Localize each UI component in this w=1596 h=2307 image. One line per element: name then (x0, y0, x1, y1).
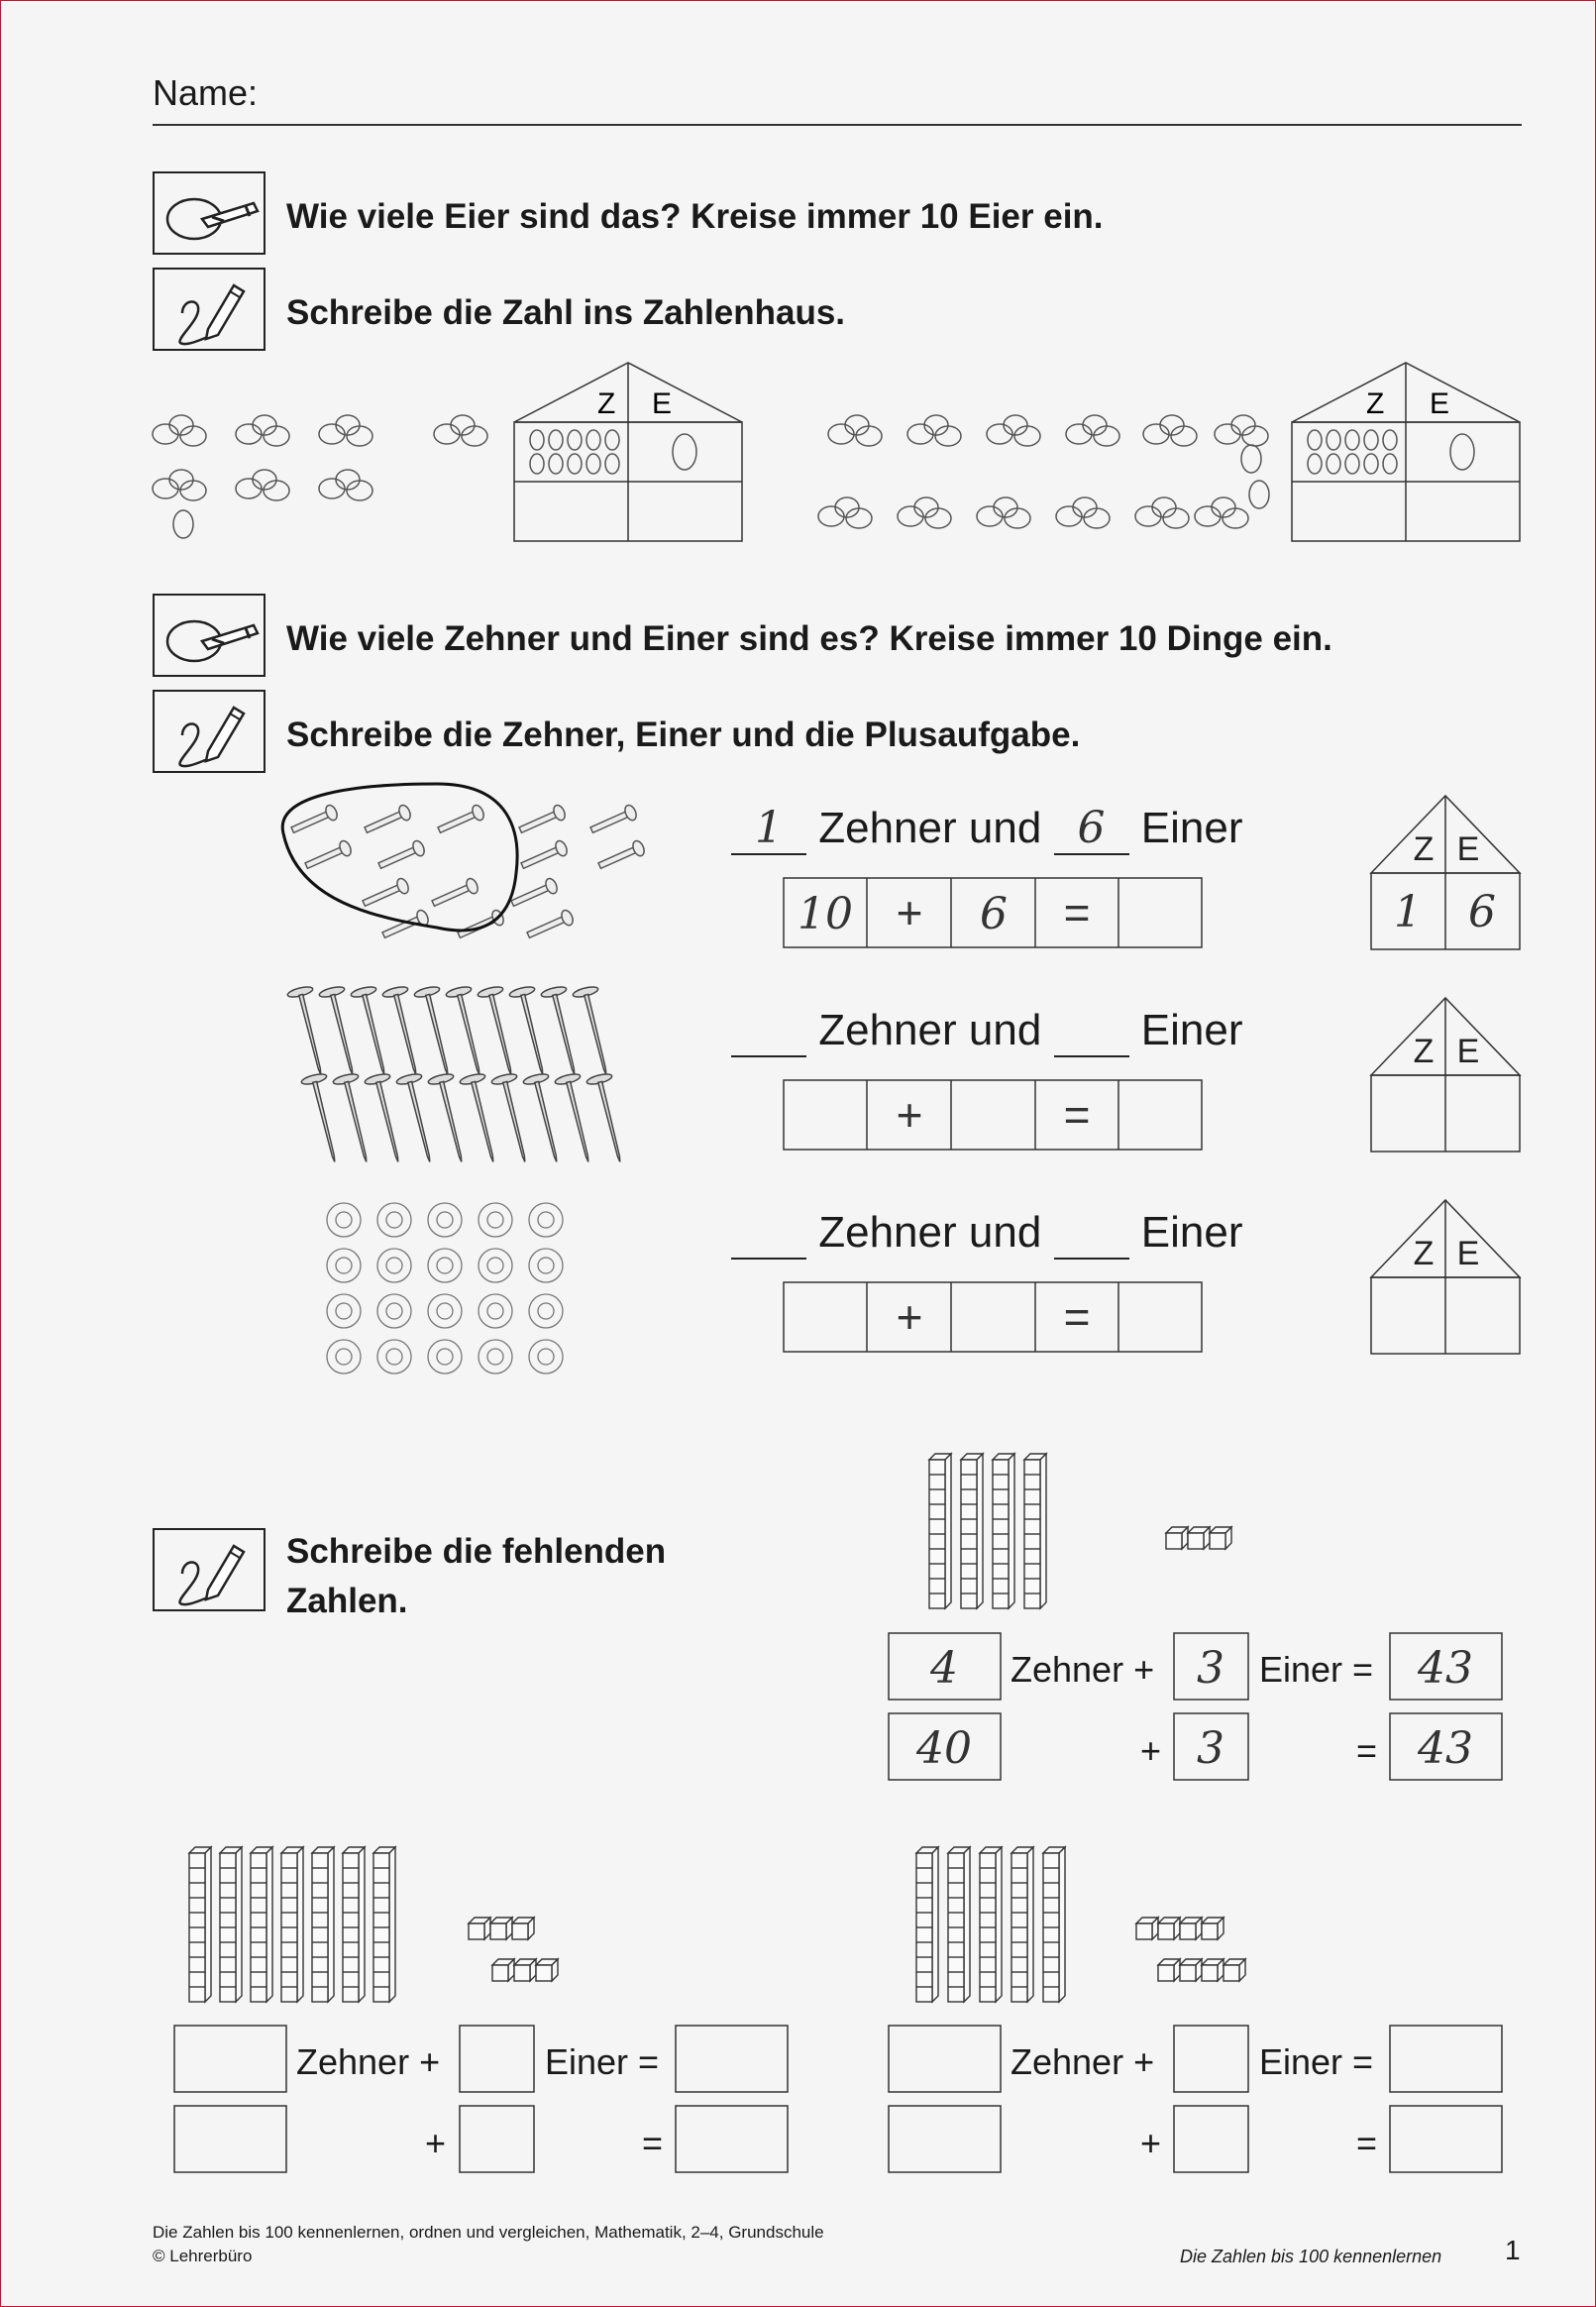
sum-box (1390, 2106, 1502, 2172)
cube-front (1166, 1533, 1182, 1549)
cube-front (1202, 1965, 1218, 1981)
row2-zehner-label: Zehner und (818, 1006, 1042, 1054)
unit-cube (512, 1918, 534, 1939)
cube-front (1188, 1533, 1204, 1549)
rod-side (236, 1847, 242, 2002)
footer-line1: Die Zahlen bis 100 kennenlernen, ordnen und vergleichen, Mathematik, 2–4, Grundschule (153, 2223, 824, 2242)
ex-einer-value: 3 (1197, 1643, 1224, 1694)
rod-side (1059, 1847, 1065, 2002)
task3-instruction-line2: Zahlen. (286, 1582, 408, 1620)
ex-plus: + (1140, 1730, 1162, 1771)
ex-einer-eq: Einer = (1259, 1649, 1374, 1690)
rod-side (945, 1454, 951, 1608)
left-zehner-plus: Zehner + (296, 2041, 441, 2082)
ten-rod (1024, 1454, 1046, 1608)
cube-front (492, 1965, 508, 1981)
row3-einer-label: Einer (1140, 1208, 1243, 1257)
ex-sum-value: 43 (1418, 1723, 1473, 1774)
rod-side (359, 1847, 365, 2002)
house-e-label: E (1456, 1235, 1480, 1272)
row1-einer-blank[interactable]: 6 (1054, 804, 1129, 855)
ten-rod (993, 1454, 1014, 1608)
rod-side (1040, 1454, 1046, 1608)
cube-front (536, 1965, 552, 1981)
cube-front (1224, 1965, 1239, 1981)
result-box (676, 2026, 788, 2092)
example-ones: 6 (980, 889, 1008, 939)
rod-side (932, 1847, 938, 2002)
left-einer-eq: Einer = (545, 2041, 660, 2082)
rod-side (1009, 1454, 1014, 1608)
house-z-label: Z (1366, 387, 1385, 420)
cube-front (1158, 1923, 1174, 1939)
ex-result-value: 43 (1418, 1643, 1473, 1694)
unit-cube (536, 1959, 558, 1981)
ten-rod (1043, 1847, 1065, 2002)
unit-cube (1188, 1527, 1210, 1549)
zehner-box (174, 2026, 286, 2092)
ten-rod (916, 1847, 938, 2002)
row1-einer-label: Einer (1140, 804, 1243, 852)
house-z-value: 1 (1394, 887, 1422, 937)
sum-box (676, 2106, 788, 2172)
cube-front (1180, 1965, 1196, 1981)
unit-cube (1210, 1527, 1231, 1549)
right-plus: + (1140, 2123, 1162, 2163)
unit-cube (1202, 1959, 1224, 1981)
unit-cube (1166, 1527, 1188, 1549)
ten-rod (929, 1454, 951, 1608)
right-zehner-plus: Zehner + (1011, 2041, 1155, 2082)
ten-rod (220, 1847, 242, 2002)
unit-cube (1158, 1959, 1180, 1981)
right-einer-eq: Einer = (1259, 2041, 1374, 2082)
right-equals: = (1356, 2123, 1378, 2163)
cube-front (1202, 1923, 1218, 1939)
rod-side (266, 1847, 272, 2002)
row1-zehner-blank[interactable]: 1 (731, 804, 806, 855)
unit-cube (1180, 1918, 1202, 1939)
base-ten-blocks (189, 1454, 1245, 2002)
task2-instruction-circle: Wie viele Zehner und Einer sind es? Kreise immer 10 Dinge ein. (286, 619, 1332, 658)
footer-copyright: © Lehrerbüro (153, 2247, 253, 2265)
house-z-label: Z (1413, 830, 1435, 868)
house-z-label: Z (1413, 1033, 1435, 1070)
ten-rod (1011, 1847, 1033, 2002)
task2-instruction-write: Schreibe die Zehner, Einer und die Plusaufgabe. (286, 715, 1081, 754)
tens-value-box (889, 2106, 1001, 2172)
rod-side (1027, 1847, 1033, 2002)
ex-zehner-value: 4 (930, 1643, 958, 1694)
rod-side (205, 1847, 211, 2002)
ex-equals: = (1356, 1730, 1378, 1771)
plus-sign: + (896, 887, 923, 938)
page-number: 1 (1505, 2235, 1521, 2265)
cube-front (1158, 1965, 1174, 1981)
name-label: Name: (153, 72, 259, 113)
rod-side (977, 1454, 983, 1608)
ten-rod (251, 1847, 272, 2002)
ones-value-box (1174, 2106, 1248, 2172)
unit-cube (1224, 1959, 1245, 1981)
house-e-label: E (1456, 1033, 1480, 1070)
unit-cube (492, 1959, 514, 1981)
example-tens: 10 (798, 889, 853, 939)
plus-sign: + (896, 1291, 923, 1343)
ex-tens-value: 40 (916, 1723, 972, 1774)
einer-box (460, 2026, 534, 2092)
footer-title: Die Zahlen bis 100 kennenlernen (1180, 2247, 1442, 2266)
cube-front (469, 1923, 484, 1939)
unit-cube (1202, 1918, 1224, 1939)
row2-einer-label: Einer (1140, 1006, 1243, 1054)
left-plus: + (425, 2123, 447, 2163)
cube-front (1180, 1923, 1196, 1939)
cube-front (514, 1965, 530, 1981)
rod-side (297, 1847, 303, 2002)
tens-value-box (174, 2106, 286, 2172)
rod-side (964, 1847, 970, 2002)
ten-rod (281, 1847, 303, 2002)
unit-cube (1158, 1918, 1180, 1939)
house-z-label: Z (597, 387, 616, 420)
unit-cube (514, 1959, 536, 1981)
ones-value-box (460, 2106, 534, 2172)
equals-sign: = (1063, 1089, 1091, 1141)
equals-sign: = (1063, 1291, 1091, 1343)
zehner-box (889, 2026, 1001, 2092)
equals-sign: = (1063, 887, 1091, 938)
ten-rod (980, 1847, 1002, 2002)
ten-rod (312, 1847, 334, 2002)
ten-rod (961, 1454, 983, 1608)
unit-cube (490, 1918, 512, 1939)
ten-rod (948, 1847, 970, 2002)
house-z-label: Z (1413, 1235, 1435, 1272)
unit-cube (469, 1918, 490, 1939)
cube-front (1210, 1533, 1225, 1549)
result-box (1390, 2026, 1502, 2092)
ten-rod (189, 1847, 211, 2002)
task3-graphics (1, 1, 1595, 2306)
task1-instruction-write: Schreibe die Zahl ins Zahlenhaus. (286, 293, 846, 332)
unit-cube (1136, 1918, 1158, 1939)
ex-ones-value: 3 (1197, 1723, 1224, 1774)
rod-side (389, 1847, 395, 2002)
rod-side (328, 1847, 334, 2002)
ex-zehner-plus: Zehner + (1011, 1649, 1155, 1690)
row1-zehner-label: Zehner und (818, 804, 1042, 852)
house-e-value: 6 (1468, 887, 1496, 937)
unit-cube (1180, 1959, 1202, 1981)
house-e-label: E (652, 387, 673, 420)
ten-rod (373, 1847, 395, 2002)
plus-sign: + (896, 1089, 923, 1141)
task3-instruction-line1: Schreibe die fehlenden (286, 1532, 667, 1571)
house-e-label: E (1456, 830, 1480, 868)
rod-side (996, 1847, 1002, 2002)
left-equals: = (642, 2123, 664, 2163)
row3-zehner-label: Zehner und (818, 1208, 1042, 1257)
house-e-label: E (1430, 387, 1450, 420)
cube-front (1136, 1923, 1152, 1939)
einer-box (1174, 2026, 1248, 2092)
task1-instruction-circle: Wie viele Eier sind das? Kreise immer 10 Eier ein. (286, 197, 1104, 236)
ten-rod (343, 1847, 365, 2002)
cube-front (490, 1923, 506, 1939)
cube-front (512, 1923, 528, 1939)
